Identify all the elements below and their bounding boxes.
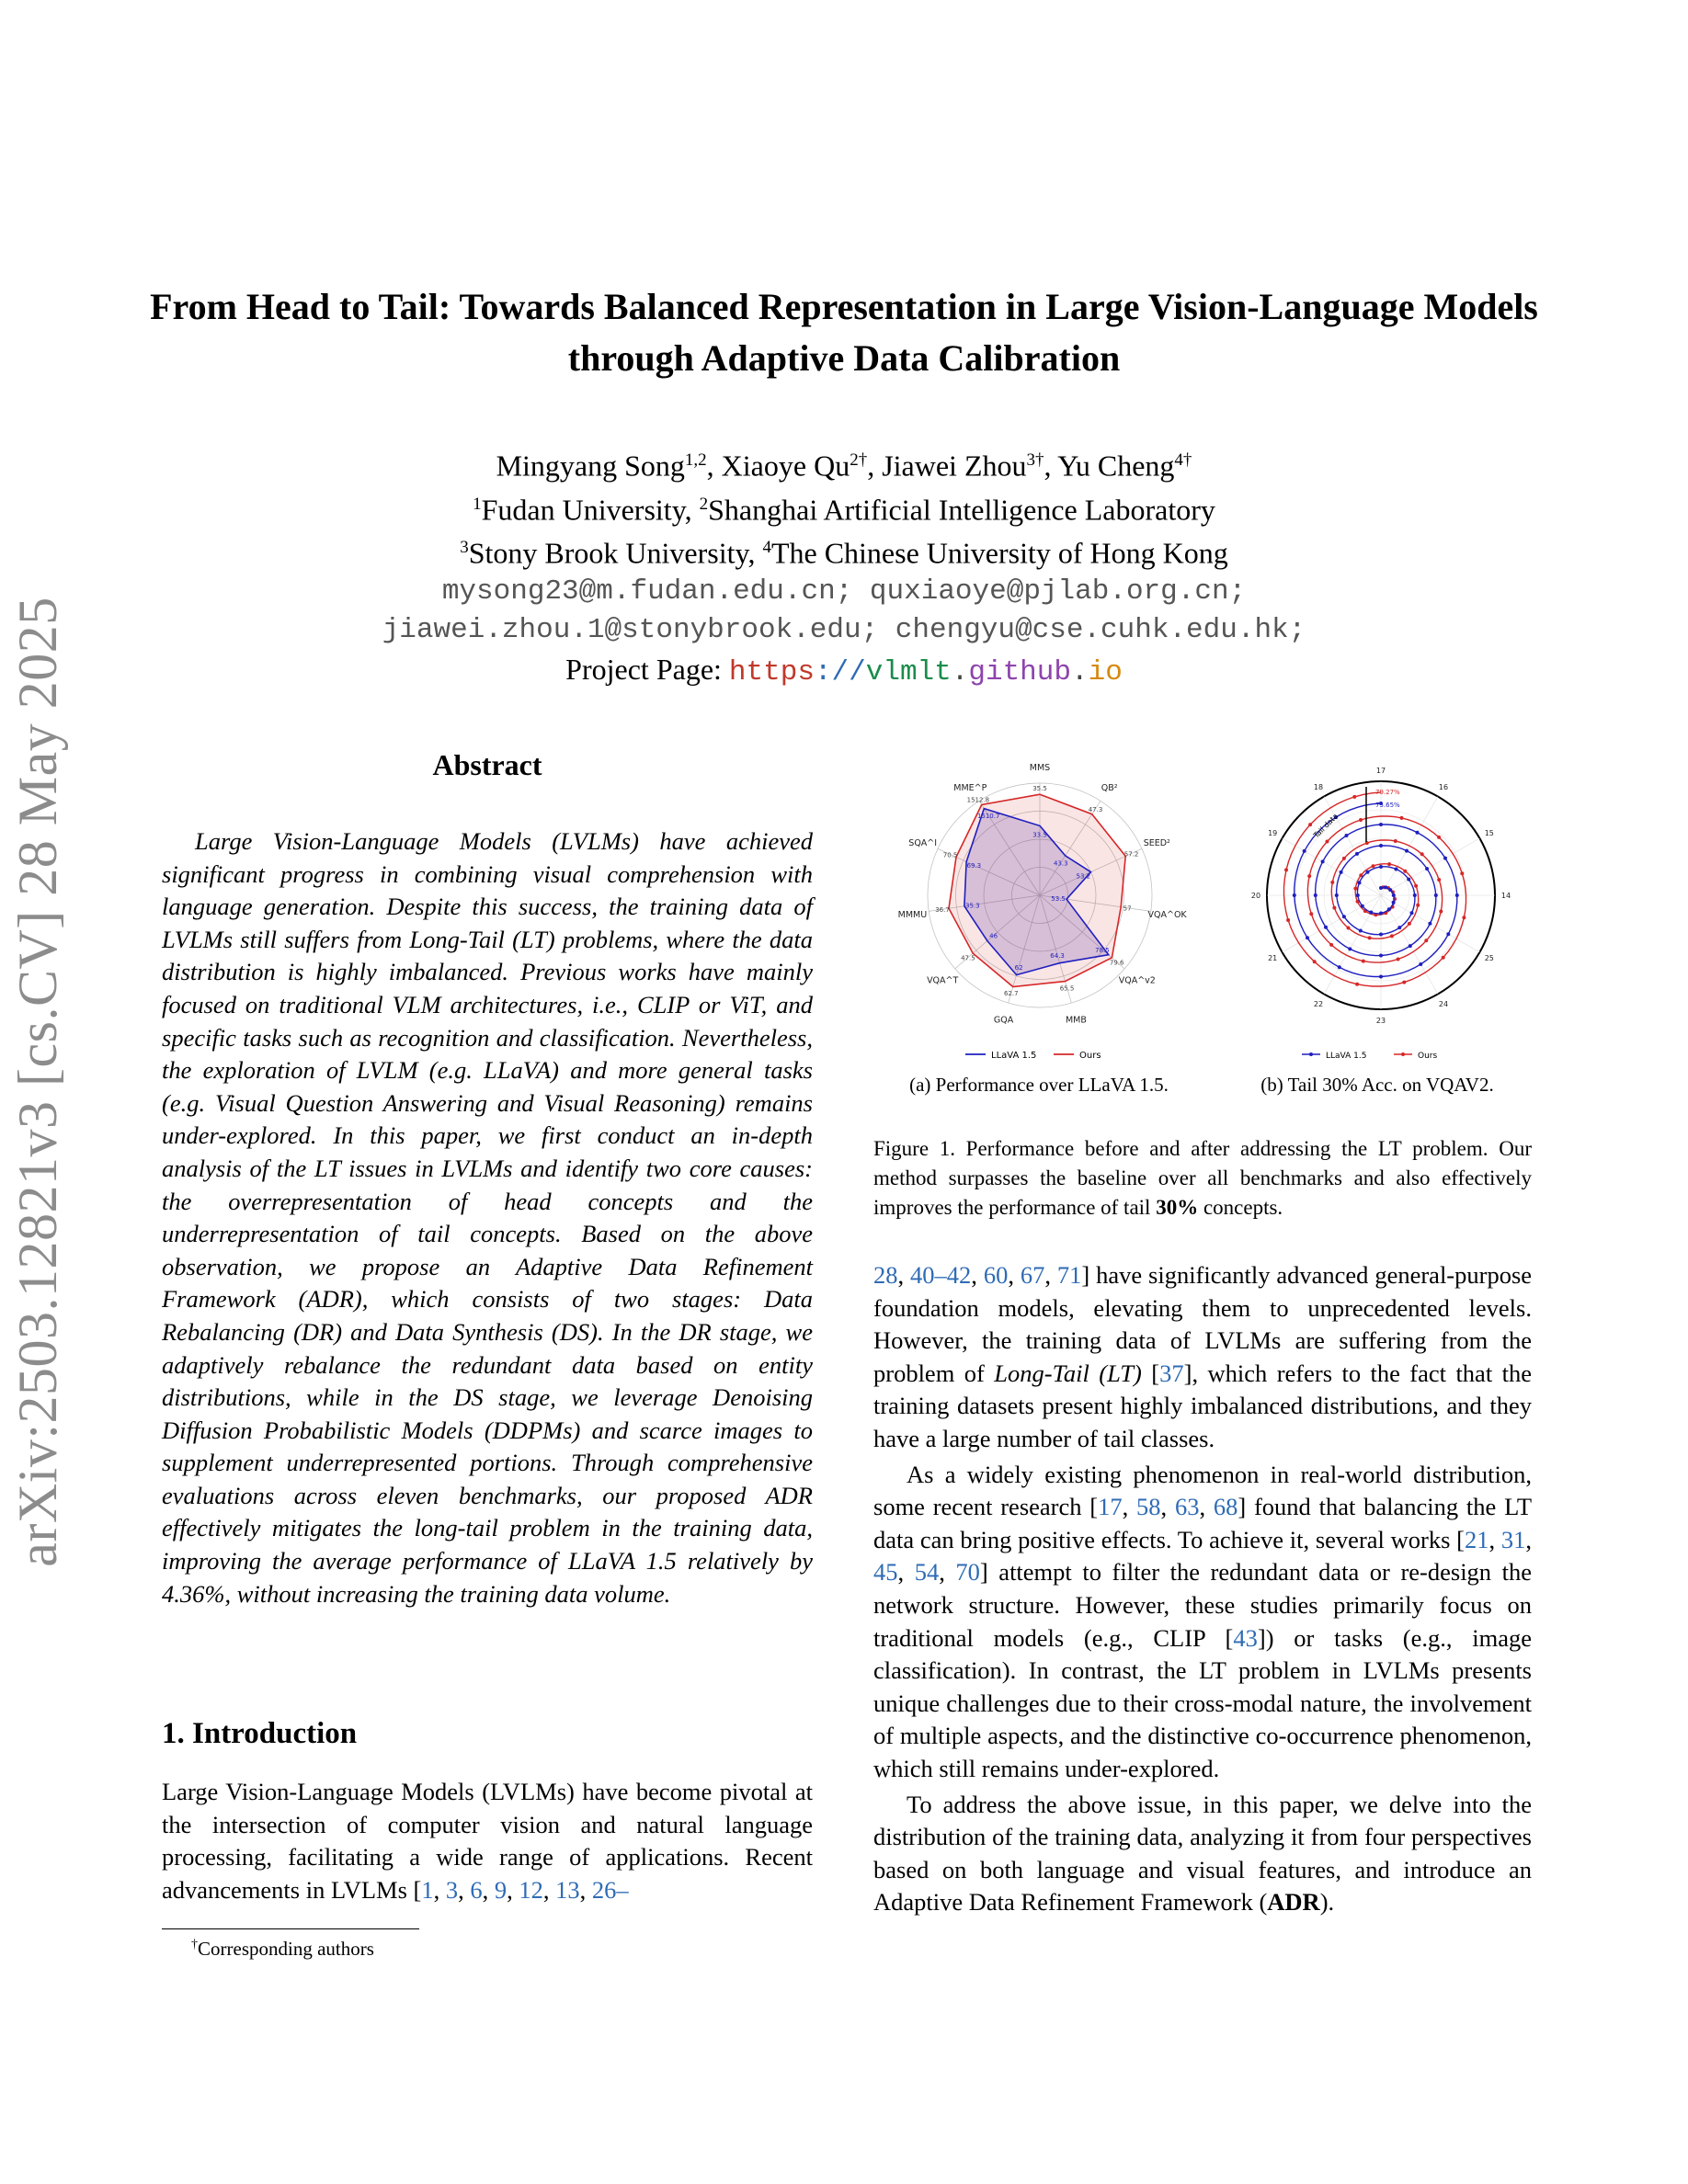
spiral-series-ours-point	[1408, 922, 1411, 926]
radar-value-label: 36.7	[935, 906, 950, 915]
spiral-series-baseline-point	[1392, 893, 1396, 897]
project-page-line: Project Page: https://vlmlt.github.io	[565, 652, 1123, 688]
citation-link[interactable]: 6	[470, 1875, 483, 1904]
spiral-series-baseline-point	[1395, 868, 1398, 871]
spiral-angle-label: 20	[1250, 892, 1261, 900]
spiral-series-baseline-point	[1434, 893, 1438, 897]
spiral-series-baseline-point	[1443, 857, 1447, 860]
spiral-series-baseline-point	[1340, 870, 1343, 874]
spiral-series	[1284, 792, 1466, 986]
citation-link[interactable]: 1	[421, 1875, 434, 1904]
subcaption-a: (a) Performance over LLaVA 1.5.	[909, 1074, 1169, 1096]
spiral-polar-chart	[1228, 743, 1532, 1066]
author-line: Mingyang Song$^{1,2}$, Xiaoye $Qu^{2\dagger}$, Jiawei Zhou$^{3\dagger}$, Yu Cheng$^{4\dagger}$	[496, 449, 1192, 483]
spiral-series-baseline-point	[1405, 849, 1409, 853]
spiral-series-ours-point	[1286, 918, 1290, 922]
spiral-series-ours-point	[1284, 868, 1288, 871]
spiral-series-ours-point	[1372, 864, 1375, 868]
citation-link[interactable]: 67	[1020, 1261, 1045, 1289]
spiral-series-ours-point	[1402, 981, 1406, 984]
citation-link[interactable]: 60	[983, 1261, 1009, 1289]
spiral-series-ours-point	[1416, 904, 1420, 907]
spiral-series-ours-point	[1355, 983, 1359, 986]
citation-link[interactable]: 58	[1136, 1493, 1161, 1521]
spiral-series-baseline-point	[1409, 944, 1412, 948]
citation-link[interactable]: 17	[1098, 1493, 1123, 1521]
email-line-1: mysong23@m.fudan.edu.cn; quxiaoye@pjlab.org.cn;	[441, 574, 1247, 608]
radar-value-label: 47.3	[1088, 805, 1103, 813]
radar-value-label: 1510.7	[976, 813, 1000, 821]
legend-label-ours: Ours	[1079, 1051, 1101, 1061]
spiral-series-ours-point	[1394, 839, 1397, 843]
spiral-series-baseline-point	[1384, 885, 1387, 889]
footnote-rule	[162, 1928, 419, 1929]
abstract-heading: Abstract	[432, 748, 542, 781]
legend-marker-ours	[1401, 1052, 1405, 1056]
radar-value-label: 62	[1014, 964, 1023, 972]
spiral-series-ours-point	[1387, 862, 1391, 866]
citation-link[interactable]: 31	[1500, 1525, 1526, 1553]
subcaption-b: (b) Tail 30% Acc. on VQAV2.	[1260, 1074, 1494, 1096]
spiral-series-baseline-point	[1345, 834, 1349, 837]
spiral-series-ours-point	[1326, 840, 1329, 844]
spiral-series-ours-point	[1342, 857, 1346, 860]
citation-link[interactable]: 43	[1233, 1623, 1258, 1652]
paper-title: From Head to Tail: Towards Balanced Representation in Large Vision-Language Models through Adaptive Data Calibration	[150, 286, 1538, 379]
spiral-series-baseline-point	[1455, 893, 1459, 897]
abstract-text: Large Vision-Language Models (LVLMs) have achieved significant progress in combining visual comprehension with language generation. Despite this success, the training data of LVLMs still suffers from Long-Tail (LT) problems, where the data distribution is highly imbalanced. Previous works have mainly focused on traditional VLM architectures, i.e., CLIP or ViT, and specific tasks such as recognition and classification. Nevertheless, the exploration of LVLM (e.g. LLaVA) and more general tasks (e.g. Visual Question Answering and Visual Reasoning) remains under-explored. In this paper, we first conduct an in-depth analysis of the LT issues in LVLMs and identify two core causes: the overrepresentation of head concepts and the underrepresentation of tail concepts. Based on the above observation, we propose an Adaptive Data Refinement Framework (ADR), which consists of two stages: Data Rebalancing (DR) and Data Synthesis (DS). In the DR stage, we adaptively rebalance the redundant data based on entity distributions, while in the DS stage, we leverage Denoising Diffusion Probabilistic Models (DDPMs) and scarce images to supplement underrepresented portions. Through comprehensive evaluations across eleven benchmarks, our proposed ADR effectively mitigates the long-tail problem in the training data, improving the average performance of LLaVA 1.5 relatively by 4.36%, without increasing the training data volume.	[162, 827, 813, 1608]
spiral-series-baseline-point	[1358, 881, 1362, 884]
spiral-angle-label: 21	[1268, 954, 1278, 962]
radar-value-label: 57	[1123, 904, 1132, 913]
spiral-series-ours-point	[1330, 881, 1334, 884]
citation-link[interactable]: 70	[955, 1558, 980, 1587]
spiral-series-baseline-point	[1338, 965, 1341, 969]
spiral-series-baseline-point	[1425, 867, 1429, 870]
spiral-series-ours-point	[1308, 823, 1312, 826]
spiral-series-ours-point	[1397, 958, 1400, 961]
citation-link[interactable]: 12	[519, 1875, 543, 1904]
spiral-angle-label: 15	[1484, 829, 1494, 837]
spiral-angle-label: 18	[1313, 783, 1324, 792]
radar-axis-label: QB²	[1101, 783, 1118, 794]
spiral-angle-label: 16	[1438, 783, 1449, 792]
radar-value-label: 1512.8	[966, 796, 990, 804]
footnote: †Corresponding authors	[191, 1938, 374, 1960]
radar-axis-label: MMS	[1029, 763, 1051, 773]
spiral-series-baseline-point	[1303, 849, 1306, 853]
spiral-series-ours-point	[1347, 927, 1351, 930]
radar-value-label: 65.5	[1059, 984, 1075, 993]
radar-axis-label: VQA^OK	[1147, 909, 1187, 920]
spiral-series-baseline-point	[1359, 929, 1363, 933]
spiral-series-baseline-point	[1306, 936, 1309, 939]
spiral-series-ours-point	[1400, 816, 1404, 820]
spiral-series-ours-point	[1414, 884, 1418, 888]
arxiv-stamp: arXiv:2503.12821v3 [cs.CV] 28 May 2025	[7, 597, 68, 1567]
spiral-series-baseline-point	[1410, 911, 1414, 915]
spiral-series-ours-point	[1437, 836, 1441, 839]
spiral-series-baseline-point	[1369, 911, 1373, 915]
spiral-series-baseline-point	[1379, 975, 1383, 979]
spiral-series-baseline-point	[1413, 893, 1417, 897]
spiral-series-baseline-point	[1293, 893, 1296, 897]
spiral-series-baseline-point	[1416, 831, 1420, 835]
spiral-series-ours-point	[1424, 938, 1428, 942]
spiral-series-ours-point	[1352, 795, 1356, 799]
intro-paragraph-1-cont: 28, 40–42, 60, 67, 71] have significantly advanced general-purpose foundation models, elevating them to unprecedented levels. However, the training data of LVLMs are suffering from the problem of Long-Tail (LT) [37], which refers to the fact that the training datasets present highly imbalanced distributions, and they have a large number of tail classes.	[873, 1261, 1533, 1452]
annotation-baseline-value: 75.65%	[1375, 802, 1400, 809]
radar-axis-label: SEED²	[1143, 837, 1170, 848]
citation-link[interactable]: 40–42	[910, 1261, 972, 1289]
spiral-series-baseline-point	[1397, 926, 1401, 929]
spiral-series-ours-point	[1353, 887, 1357, 891]
legend-label-baseline: LLaVA 1.5	[991, 1051, 1037, 1061]
introduction-heading: 1. Introduction	[162, 1717, 358, 1750]
spiral-angle-label: 14	[1500, 892, 1511, 900]
spiral-series-baseline-point	[1379, 844, 1383, 847]
annotation-ours-value: 79.27%	[1375, 789, 1400, 796]
radar-axis-label: MMB	[1065, 1015, 1087, 1026]
spiral-series-ours-point	[1332, 906, 1336, 910]
spiral-series-baseline-point	[1379, 933, 1383, 937]
radar-value-label: 53.5	[1051, 894, 1066, 903]
citation-link[interactable]: 68	[1213, 1493, 1238, 1521]
radar-value-label: 64.3	[1050, 952, 1065, 961]
citation-link[interactable]: 13	[555, 1875, 580, 1904]
spiral-series-ours-point	[1420, 852, 1424, 856]
spiral-series-baseline-point	[1355, 852, 1359, 856]
spiral-series-baseline-point	[1314, 893, 1317, 897]
spiral-series-baseline-point	[1342, 915, 1346, 918]
spiral-series-baseline-point	[1379, 912, 1383, 916]
spiral-angle-label: 17	[1375, 767, 1386, 775]
spiral-series-ours-point	[1313, 960, 1317, 963]
citation-link[interactable]: 3	[445, 1875, 459, 1904]
spiral-series-baseline-point	[1335, 893, 1339, 897]
spiral-series-ours-point	[1359, 818, 1363, 822]
citation-link[interactable]: 28	[873, 1261, 898, 1289]
spiral-legend	[1302, 1052, 1437, 1061]
citation-link[interactable]: 63	[1174, 1493, 1200, 1521]
radar-value-label: 43.3	[1054, 859, 1068, 868]
radar-series	[949, 794, 1125, 986]
legend-marker-baseline	[1309, 1052, 1313, 1056]
spiral-series-baseline-point	[1419, 962, 1422, 966]
citation-link[interactable]: 26–	[591, 1875, 629, 1904]
radar-value-label: 62.7	[1004, 990, 1019, 998]
spiral-angle-label: 25	[1484, 954, 1494, 962]
radar-value-label: 35.3	[965, 902, 980, 910]
radar-value-label: 33.5	[1032, 831, 1047, 839]
legend-label-ours: Ours	[1418, 1052, 1438, 1061]
radar-value-label: 78.5	[1095, 946, 1110, 954]
citation-link[interactable]: 71	[1056, 1261, 1082, 1289]
radar-value-label: 53.2	[1076, 872, 1091, 881]
radar-chart	[873, 743, 1206, 1066]
spiral-series-ours-point	[1309, 912, 1313, 916]
intro-paragraph-2: As a widely existing phenomenon in real-world distribution, some recent research [17, 58, 63, 68] found that balancing the LT data can bring positive effects. To achieve it, several works [21, 31, 45, 54, 70] attempt to filter the redundant data or re-design the network structure. However, these studies primarily focus on traditional models (e.g., CLIP [43]) or tasks (e.g., image classification). In contrast, the LT problem in LVLMs presents unique challenges due to their cross-modal nature, the involvement of multiple aspects, and the distinctive co-occurrence phenomenon, which still remains under-explored.	[873, 1460, 1533, 1782]
radar-value-label: 70.5	[942, 851, 958, 859]
spiral-series-baseline-point	[1379, 865, 1383, 869]
spiral-angle-label: 19	[1268, 829, 1278, 837]
radar-axis-label: VQA^v2	[1118, 975, 1156, 986]
citation-link[interactable]: 37	[1159, 1359, 1184, 1387]
spiral-series-baseline-point	[1446, 932, 1450, 936]
radar-axis-label: MMMU	[897, 909, 928, 920]
spiral-series-baseline-point	[1379, 823, 1383, 826]
spiral-series-baseline-point	[1407, 878, 1410, 882]
affiliation-line-2: $^3$Stony Brook University, $^4$The Chinese University of Hong Kong	[460, 536, 1228, 570]
radar-legend	[965, 1051, 1101, 1061]
spiral-series-ours-point	[1329, 943, 1333, 947]
radar-axis-label: MME^P	[953, 783, 987, 794]
spiral-series-ours-point	[1442, 956, 1445, 960]
citation-link[interactable]: 9	[494, 1875, 508, 1904]
annotation-label: Tail data	[1312, 812, 1340, 840]
spiral-series-baseline-point	[1428, 922, 1431, 926]
email-line-2: jiawei.zhou.1@stonybrook.edu; chengyu@cse.cuhk.edu.hk;	[382, 613, 1306, 646]
spiral-series-baseline-point	[1387, 907, 1391, 911]
spiral-series-ours-point	[1460, 871, 1464, 875]
radar-value-label: 46	[989, 932, 998, 940]
spiral-series-baseline-point	[1379, 954, 1383, 958]
spiral-angle-label: 22	[1313, 999, 1324, 1008]
legend-label-baseline: LLaVA 1.5	[1326, 1052, 1367, 1061]
right-column-text	[873, 1259, 1532, 1919]
spiral-series-ours-point	[1368, 936, 1372, 939]
figure-caption: Figure 1. Performance before and after addressing the LT problem. Our method surpasses the baseline over all benchmarks and also effectively improves the performance of tail 30% concepts.	[873, 1137, 1532, 1219]
spiral-angle-label: 24	[1438, 999, 1449, 1008]
citation-link[interactable]: 54	[914, 1558, 940, 1587]
spiral-series-baseline-point	[1324, 926, 1328, 929]
radar-value-label: 69.3	[966, 862, 982, 870]
spiral-series-baseline-point	[1388, 888, 1392, 892]
spiral-series-ours-point	[1462, 916, 1466, 919]
spiral-angle-label: 23	[1375, 1017, 1386, 1025]
affiliation-line-1: $^1$Fudan University, $^2$Shanghai Artificial Intelligence Laboratory	[473, 493, 1215, 527]
spiral-series-ours-point	[1307, 874, 1311, 878]
citation-link[interactable]: 21	[1465, 1525, 1489, 1553]
spiral-series-ours-point	[1439, 910, 1443, 914]
spiral-series-ours-point	[1403, 870, 1407, 873]
spiral-series-ours-point	[1390, 934, 1394, 938]
project-url-link[interactable]: https://vlmlt.github.io	[728, 655, 1123, 688]
spiral-series-baseline-point	[1366, 870, 1370, 874]
spiral-series-ours-line	[1284, 792, 1466, 986]
radar-value-label: 35.5	[1032, 785, 1047, 793]
radar-value-label: 47.5	[961, 954, 975, 962]
spiral-series-ours-point	[1362, 960, 1365, 963]
radar-value-label: 79.6	[1109, 959, 1124, 967]
radar-value-label: 57.2	[1123, 850, 1139, 859]
radar-axis-label: SQA^I	[908, 837, 938, 848]
spiral-series-baseline-point	[1392, 901, 1396, 904]
citation-link[interactable]: 45	[873, 1558, 898, 1587]
radar-axis-label: VQA^T	[927, 975, 959, 986]
spiral-series-baseline-point	[1379, 886, 1383, 890]
author-block	[147, 441, 1541, 692]
spiral-series-ours-point	[1437, 878, 1441, 882]
intro-paragraph-1: Large Vision-Language Models (LVLMs) have become pivotal at the intersection of computer vision and natural language processing, facilitating a wide range of applications. Recent advancements in LVLMs [1, 3, 6, 9, 12, 13, 26–	[162, 1778, 813, 1904]
spiral-series-baseline-point	[1361, 904, 1364, 908]
spiral-series-baseline-point	[1348, 947, 1352, 950]
intro-paragraph-3: To address the above issue, in this paper, we delve into the distribution of the training data, analyzing it from four perspectives based on both language and visual features, and introduce an Adaptive Data Refinement Framework (ADR).	[873, 1790, 1532, 1917]
spiral-series-baseline-point	[1356, 893, 1360, 897]
spiral-series-baseline-point	[1321, 859, 1325, 863]
radar-axis-label: GQA	[993, 1015, 1014, 1026]
